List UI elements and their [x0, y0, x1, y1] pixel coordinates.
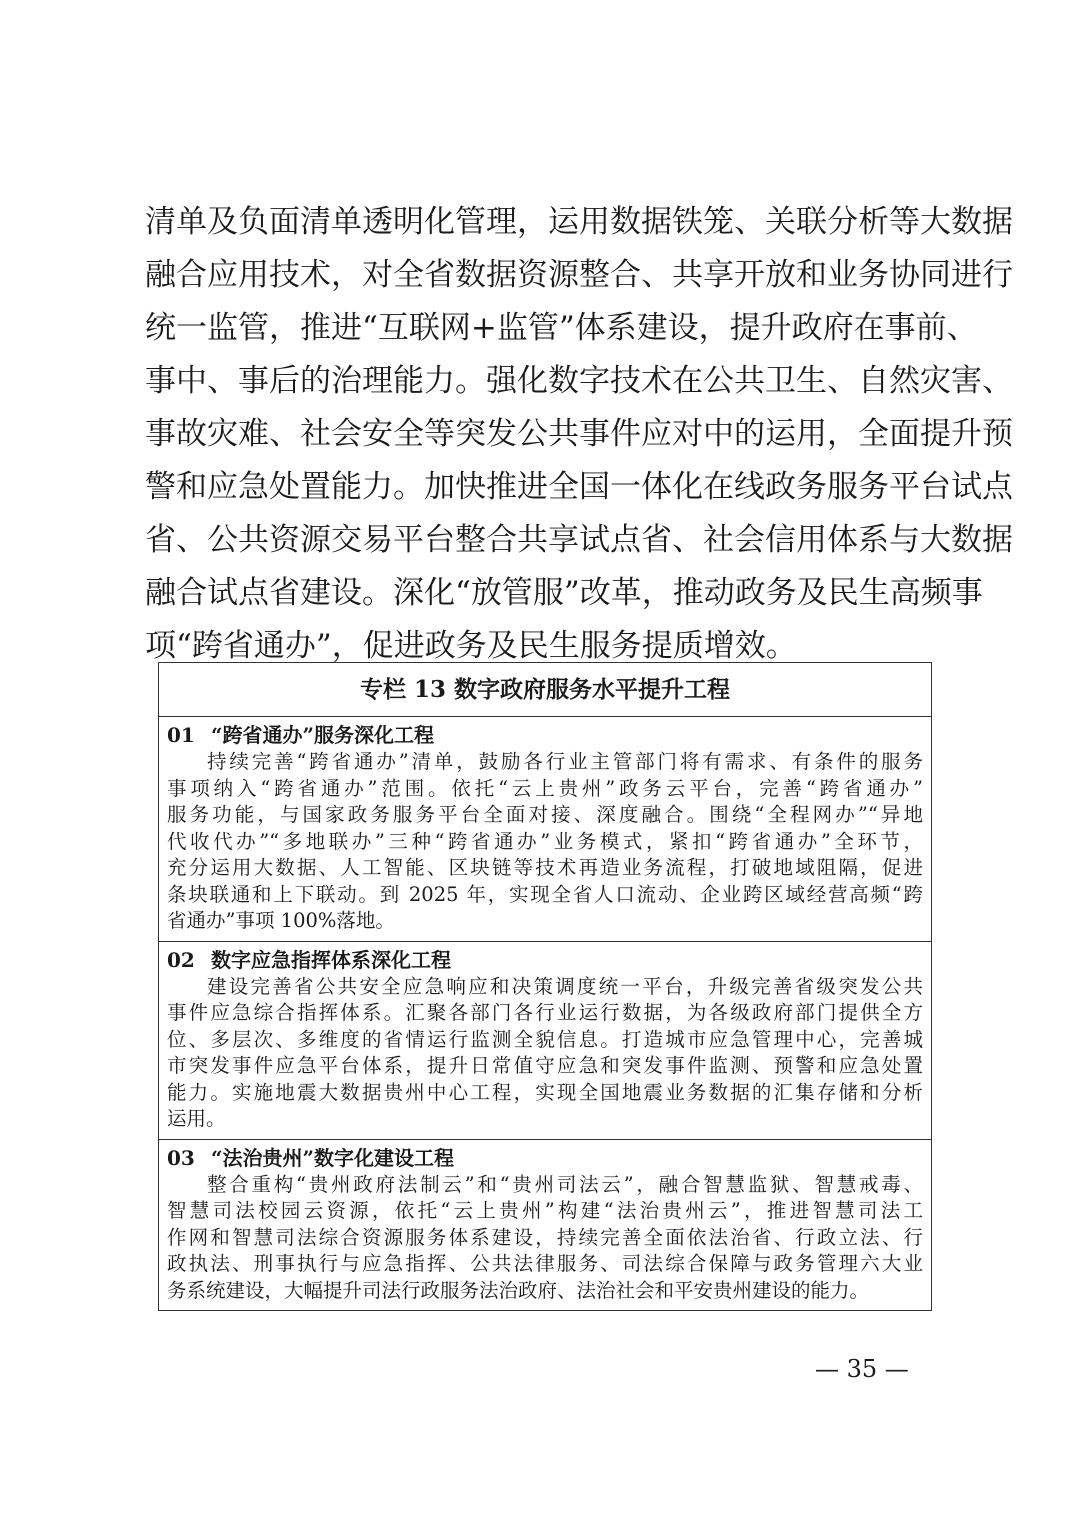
item-text-line: 代收代办”“多地联办”三种“跨省通办”业务模式，紧扣“跨省通办”全环节，	[167, 829, 923, 853]
item-text-line: 智慧司法校园云资源，依托“云上贵州”构建“法治贵州云”，推进智慧司法工	[167, 1199, 923, 1222]
item-text-line: 政执法、刑事执行与应急指挥、公共法律服务、司法综合保障与政务管理六大业	[167, 1252, 923, 1275]
body-line: 统一监管，推进“互联网+监管”体系建设，提升政府在事前、	[145, 310, 978, 346]
box-title: 专栏 13 数字政府服务水平提升工程	[159, 663, 931, 717]
item-text-line: 市突发事件应急平台体系，提升日常值守应急和突发事件监测、预警和应急处置	[167, 1054, 923, 1077]
item-number: 03	[167, 1145, 195, 1170]
item-text-line: 整合重构“贵州政府法制云”和“贵州司法云”，融合智慧监狱、智慧戒毒、	[207, 1172, 923, 1196]
item-title: “跨省通办”服务深化工程	[211, 723, 435, 747]
body-line: 融合应用技术，对全省数据资源整合、共享开放和业务协同进行	[145, 257, 1013, 293]
item-text-line: 运用。	[167, 1107, 226, 1130]
item-number: 01	[167, 723, 195, 747]
item-title: 数字应急指挥体系深化工程	[211, 947, 451, 972]
item-text-line: 事件应急综合指挥体系。汇聚各部门各行业运行数据，为各级政府部门提供全方	[167, 1001, 923, 1024]
item-text-line: 位、多层次、多维度的省情运行监测全貌信息。打造城市应急管理中心，完善城	[167, 1027, 923, 1051]
item-text-line: 持续完善“跨省通办”清单，鼓励各行业主管部门将有需求、有条件的服务	[207, 750, 923, 773]
item-number: 02	[167, 947, 195, 972]
box-item	[159, 942, 931, 1140]
item-title: “法治贵州”数字化建设工程	[211, 1145, 455, 1170]
item-text-line: 能力。实施地震大数据贵州中心工程，实现全国地震业务数据的汇集存储和分析	[167, 1080, 923, 1104]
item-heading	[167, 946, 923, 974]
item-text-line: 作网和智慧司法综合资源服务体系建设，持续完善全面依法治省、行政立法、行	[167, 1225, 923, 1249]
body-line: 项“跨省通办”，促进政务及民生服务提质增效。	[145, 628, 797, 664]
item-heading	[167, 721, 923, 749]
box-item	[159, 717, 931, 942]
item-text-line: 服务功能，与国家政务服务平台全面对接、深度融合。围绕“全程网办”“异地	[167, 803, 923, 826]
item-text-line: 事项纳入“跨省通办”范围。依托“云上贵州”政务云平台，完善“跨省通办”	[167, 776, 923, 800]
item-heading	[167, 1144, 923, 1172]
item-text-line: 充分运用大数据、人工智能、区块链等技术再造业务流程，打破地域阻隔，促进	[167, 856, 923, 879]
feature-box	[158, 662, 932, 1311]
box-item	[159, 1140, 931, 1311]
item-text-line: 省通办”事项 100%落地。	[167, 909, 395, 932]
page-number: — 35 —	[815, 1355, 909, 1383]
body-line: 省、公共资源交易平台整合共享试点省、社会信用体系与大数据	[145, 522, 1013, 558]
body-paragraph	[145, 196, 1013, 673]
body-line: 事中、事后的治理能力。强化数字技术在公共卫生、自然灾害、	[145, 363, 1013, 399]
body-line: 事故灾难、社会安全等突发公共事件应对中的运用，全面提升预	[145, 416, 1013, 452]
item-text-line: 务系统建设，大幅提升司法行政服务法治政府、法治社会和平安贵州建设的能力。	[167, 1278, 870, 1302]
body-line: 融合试点省建设。深化“放管服”改革，推动政务及民生高频事	[145, 575, 983, 611]
body-line: 警和应急处置能力。加快推进全国一体化在线政务服务平台试点	[145, 469, 1013, 505]
item-text-line: 建设完善省公共安全应急响应和决策调度统一平台，升级完善省级突发公共	[207, 974, 923, 998]
item-text-line: 条块联通和上下联动。到 2025 年，实现全省人口流动、企业跨区域经营高频“跨	[167, 882, 923, 906]
body-line: 清单及负面清单透明化管理，运用数据铁笼、关联分析等大数据	[145, 204, 1013, 240]
